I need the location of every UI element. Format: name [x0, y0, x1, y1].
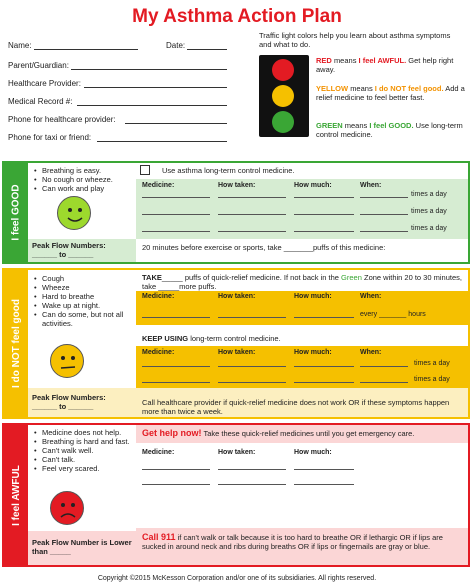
green-light — [272, 111, 294, 133]
yellow-header-when: When: — [360, 293, 382, 300]
red-med-1[interactable] — [142, 462, 210, 470]
red-get-help: Get help now! Take these quick-relief medicines until you get emergency care. — [142, 428, 415, 438]
yellow-peak-flow: Peak Flow Numbers: ______ to ______ — [32, 393, 106, 411]
yellow-every: every _______ hours — [360, 311, 426, 318]
green-header-how-much: How much: — [294, 182, 332, 189]
green-times-1: times a day — [411, 191, 447, 198]
yellow-header-medicine: Medicine: — [142, 293, 175, 300]
yellow-header-how-much: How much: — [294, 293, 332, 300]
yellow-long-taken-2[interactable] — [218, 375, 286, 383]
record-label: Medical Record #: — [8, 97, 73, 106]
green-zone-tab: I feel GOOD — [4, 163, 28, 262]
red-much-1[interactable] — [294, 462, 354, 470]
green-zone — [2, 161, 470, 264]
intro-text: Traffic light colors help you learn about asthma symptoms and what to do. — [259, 31, 451, 49]
red-med-2[interactable] — [142, 477, 210, 485]
yellow-keep-using: KEEP USING long-term control medicine. — [142, 334, 281, 343]
yellow-zone — [2, 268, 470, 419]
name-field[interactable] — [34, 41, 138, 50]
red-zone — [2, 423, 470, 567]
red-taken-1[interactable] — [218, 462, 286, 470]
yellow-long-med-2[interactable] — [142, 375, 210, 383]
yellow-long-much-1[interactable] — [294, 359, 354, 367]
guardian-label: Parent/Guardian: — [8, 61, 69, 70]
yellow-long-when-1[interactable] — [360, 359, 408, 367]
name-label: Name: — [8, 41, 32, 50]
yellow-long-when-2[interactable] — [360, 375, 408, 383]
green-when-3[interactable] — [360, 224, 408, 232]
red-header-how-taken: How taken: — [218, 449, 256, 456]
provider-phone-label: Phone for healthcare provider: — [8, 115, 116, 124]
guardian-field[interactable] — [71, 61, 227, 70]
yellow-relief-much[interactable] — [294, 310, 354, 318]
provider-label: Healthcare Provider: — [8, 79, 81, 88]
green-much-1[interactable] — [294, 190, 354, 198]
green-much-3[interactable] — [294, 224, 354, 232]
yellow-long-med-1[interactable] — [142, 359, 210, 367]
green-much-2[interactable] — [294, 207, 354, 215]
legend-green: GREEN means I feel GOOD. Use long-term control medicine. — [316, 121, 463, 139]
green-med-3[interactable] — [142, 224, 210, 232]
green-when-1[interactable] — [360, 190, 408, 198]
sad-face-icon — [50, 491, 84, 525]
yellow-header2-how-much: How much: — [294, 349, 332, 356]
yellow-relief-taken[interactable] — [218, 310, 286, 318]
yellow-header-how-taken: How taken: — [218, 293, 256, 300]
green-taken-2[interactable] — [218, 207, 286, 215]
page-title: My Asthma Action Plan — [132, 6, 342, 27]
yellow-header2-how-taken: How taken: — [218, 349, 256, 356]
green-exercise: 20 minutes before exercise or sports, take _______puffs of this medicine: — [142, 243, 386, 252]
neutral-face-icon — [50, 344, 84, 378]
traffic-light-icon — [259, 55, 309, 137]
provider-field[interactable] — [84, 79, 227, 88]
date-field[interactable] — [187, 41, 227, 50]
green-times-3: times a day — [411, 225, 447, 232]
copyright: Copyright ©2015 McKesson Corporation and/or one of its subsidiaries. All rights reserved. — [97, 575, 377, 582]
yellow-times-1: times a day — [414, 360, 450, 367]
green-when-2[interactable] — [360, 207, 408, 215]
green-med-2[interactable] — [142, 207, 210, 215]
green-header-medicine: Medicine: — [142, 182, 175, 189]
legend-red: RED means I feel AWFUL. Get help right away. — [316, 56, 454, 74]
green-times-2: times a day — [411, 208, 447, 215]
green-taken-1[interactable] — [218, 190, 286, 198]
long-term-checkbox[interactable] — [140, 165, 150, 175]
yellow-header2-when: When: — [360, 349, 382, 356]
red-zone-tab: I feel AWFUL — [4, 425, 28, 565]
record-field[interactable] — [77, 97, 227, 106]
date-label: Date: — [166, 41, 186, 50]
yellow-symptoms: • Cough • Wheeze • Hard to breathe • Wake up at night. • Can do some, but not all activities. — [34, 274, 134, 328]
taxi-phone-field[interactable] — [97, 133, 227, 142]
red-much-2[interactable] — [294, 477, 354, 485]
yellow-zone-tab: I do NOT feel good — [4, 270, 28, 417]
red-header-how-much: How much: — [294, 449, 332, 456]
green-peak-flow: Peak Flow Numbers: ______ to ______ — [32, 241, 106, 259]
green-header-when: When: — [360, 182, 382, 189]
yellow-long-taken-1[interactable] — [218, 359, 286, 367]
red-header-medicine: Medicine: — [142, 449, 175, 456]
green-header-how-taken: How taken: — [218, 182, 256, 189]
red-taken-2[interactable] — [218, 477, 286, 485]
provider-phone-field[interactable] — [125, 115, 227, 124]
yellow-call-provider: Call healthcare provider if quick-relief medicine does not work OR if these symptoms happen more than twice a week. — [142, 398, 450, 416]
green-med-1[interactable] — [142, 190, 210, 198]
yellow-take-instructions: TAKE_____ puffs of quick-relief medicine. If not back in the Green Zone within 20 to 30 minutes, take _____more puffs. — [142, 273, 462, 291]
taxi-phone-label: Phone for taxi or friend: — [8, 133, 92, 142]
green-taken-3[interactable] — [218, 224, 286, 232]
yellow-header2-medicine: Medicine: — [142, 349, 175, 356]
green-checkbox-label: Use asthma long-term control medicine. — [162, 166, 295, 175]
yellow-long-much-2[interactable] — [294, 375, 354, 383]
red-symptoms: • Medicine does not help. • Breathing is hard and fast. • Can't walk well. • Can't talk. • Feel very scared. — [34, 428, 134, 473]
red-peak-flow: Peak Flow Number is Lower than _____ — [32, 538, 132, 556]
yellow-light — [272, 85, 294, 107]
green-symptoms: • Breathing is easy. • No cough or wheeze. • Can work and play — [34, 166, 134, 193]
red-call-911: Call 911 if can't walk or talk because it is too hard to breathe OR if lethargic OR if lips are sucked in around neck and ribs during breaths OR if lips or fingernails are gray or blue. — [142, 532, 443, 551]
yellow-relief-med[interactable] — [142, 310, 210, 318]
red-light — [272, 59, 294, 81]
yellow-times-2: times a day — [414, 376, 450, 383]
happy-face-icon — [57, 196, 91, 230]
legend-yellow: YELLOW means I do NOT feel good. Add a relief medicine to feel better fast. — [316, 84, 465, 102]
